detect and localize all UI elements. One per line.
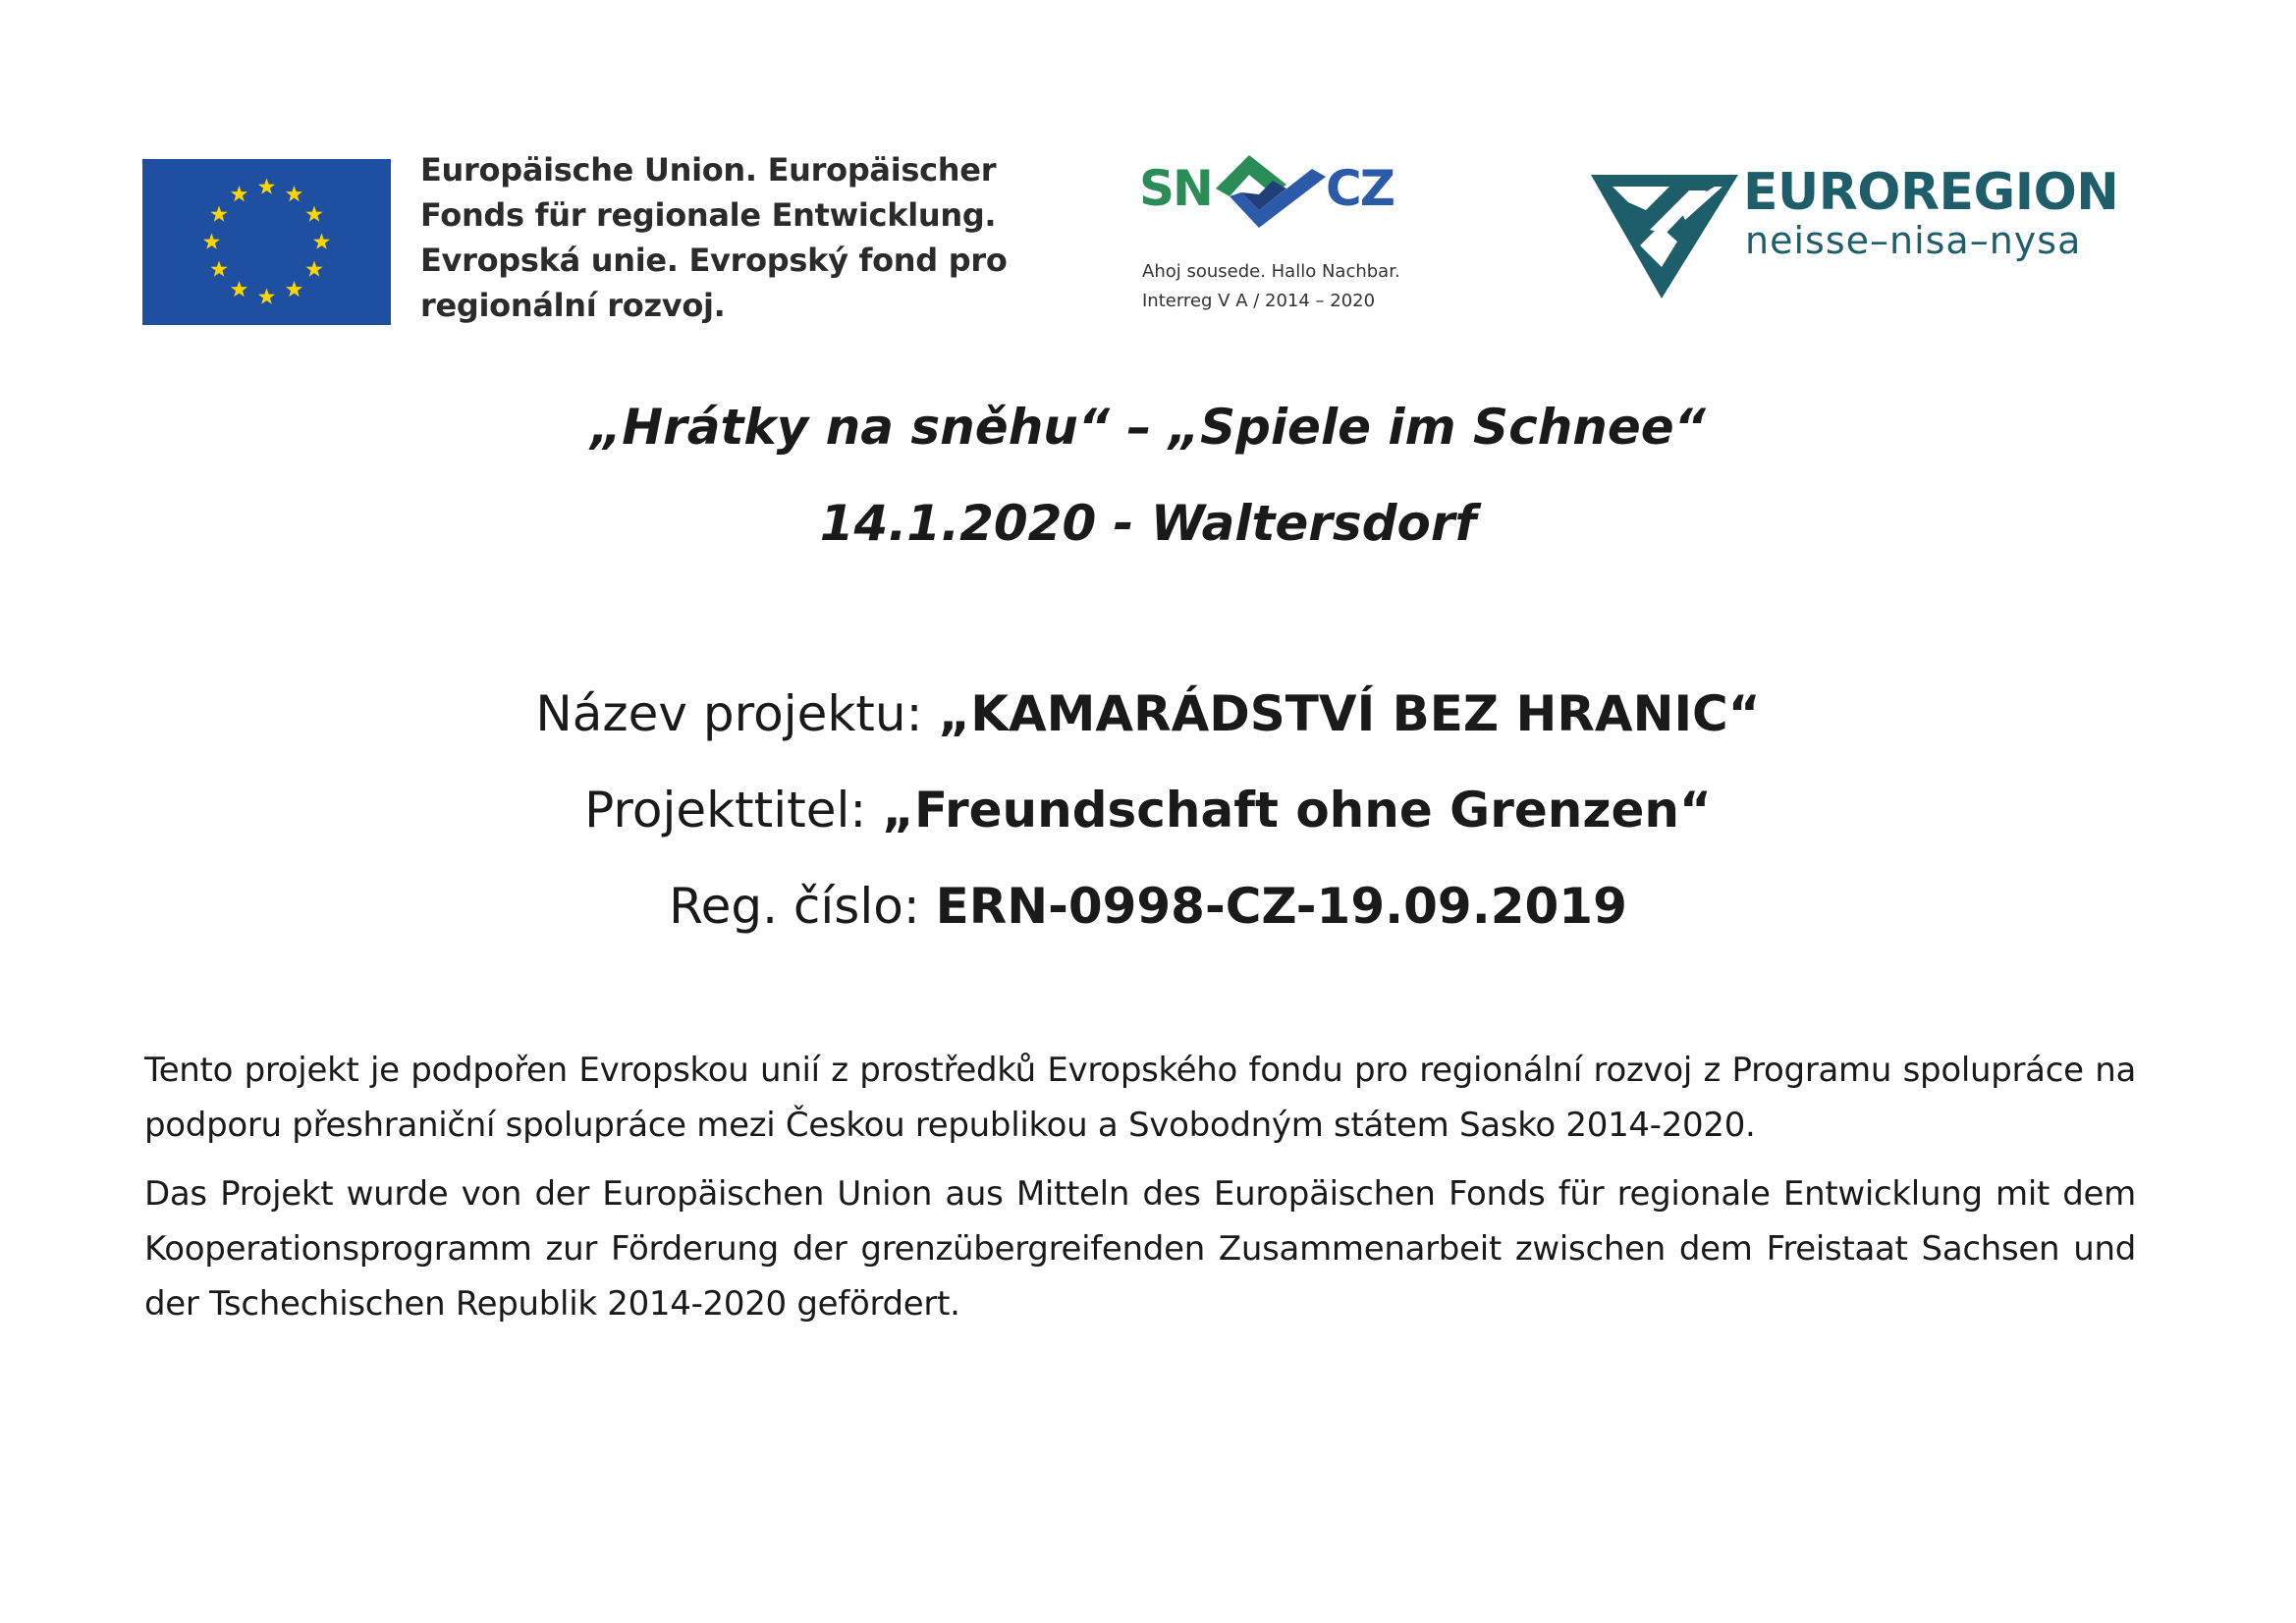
event-date: 14.1.2020 - Waltersdorf [819, 495, 1477, 552]
eu-flag-logo [142, 159, 391, 325]
project-name-cz [0, 679, 2296, 748]
project-reg-label: Reg. číslo: [669, 878, 936, 935]
event-title: „Hrátky na sněhu“ – „Spiele im Schnee“ [590, 399, 1706, 456]
sn-cz-logo-right: CZ [1326, 160, 1394, 217]
project-registration [0, 872, 2296, 941]
funding-paragraph-cz: Tento projekt je podpořen Evropskou unií z prostředků Evropského fondu pro regionální rozvoj z Programu spolupráce na podporu přeshraniční spolupráce mezi Českou republikou a Svobodným státem Sasko 2014-2020. [144, 1051, 2136, 1145]
funding-paragraph-de: Das Projekt wurde von der Europäischen Union aus Mitteln des Europäischen Fonds für regionale Entwicklung mit dem Kooperationsprogramm zur Förderung der grenzübergreifenden Zusammenarbeit zwischen dem Freistaat Sachsen und der Tschechischen Republik 2014-2020 gefördert. [144, 1174, 2136, 1324]
euroregion-name: EUROREGION [1743, 163, 2119, 222]
project-name-cz-label: Název projektu: [535, 685, 939, 742]
sn-cz-tagline-line: Ahoj sousede. Hallo Nachbar. [1142, 261, 1400, 282]
project-name-de-value: „Freundschaft ohne Grenzen“ [882, 782, 1712, 839]
eu-text-line: Fonds für regionale Entwicklung. [420, 196, 997, 234]
project-reg-value: ERN-0998-CZ-19.09.2019 [935, 878, 1627, 935]
eu-text-line: regionální rozvoj. [420, 287, 726, 324]
eu-text-line: Europäische Union. Europäischer [420, 151, 997, 189]
project-name-de [0, 776, 2296, 844]
eu-funding-text [420, 147, 1008, 328]
sn-cz-tagline-line: Interreg V A / 2014 – 2020 [1142, 291, 1376, 311]
euroregion-logo-icon [1591, 173, 1738, 300]
sn-cz-logo [1139, 137, 1394, 236]
sn-cz-logo-left: SN [1139, 160, 1212, 217]
sn-cz-tagline [1142, 257, 1400, 316]
euroregion-subtitle: neisse–nisa–nysa [1745, 219, 2082, 262]
eu-text-line: Evropská unie. Evropský fond pro [420, 242, 1008, 279]
eu-stars-icon [142, 159, 391, 325]
project-name-de-label: Projekttitel: [584, 782, 883, 839]
project-name-cz-value: „KAMARÁDSTVÍ BEZ HRANIC“ [938, 685, 1761, 742]
